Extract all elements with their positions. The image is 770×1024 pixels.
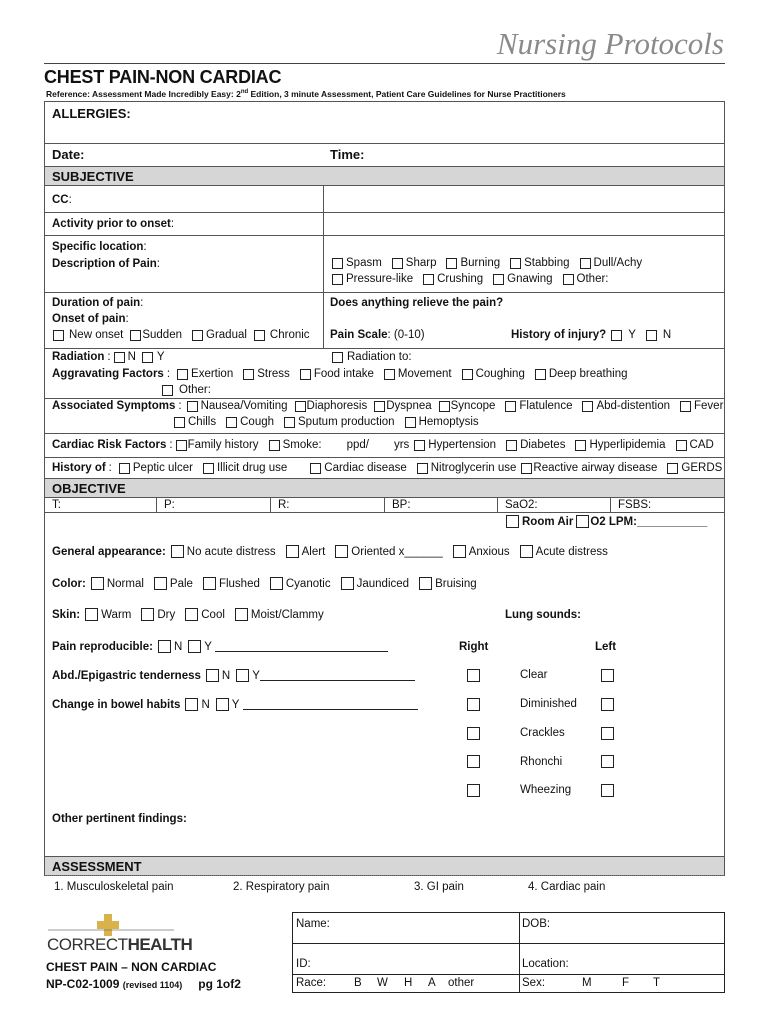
checkbox-cardiac-disease[interactable]: Cardiac disease bbox=[310, 462, 406, 474]
pain-type-row-1 bbox=[332, 257, 649, 269]
checkbox-hypertension[interactable]: Hypertension bbox=[414, 439, 496, 451]
skin-row: Skin: Warm Dry Cool Moist/Clammy bbox=[52, 608, 324, 621]
checkbox-flushed[interactable]: Flushed bbox=[203, 577, 260, 590]
checkbox-bowel-y[interactable]: Y bbox=[216, 698, 419, 711]
checkbox-jaundiced[interactable]: Jaundiced bbox=[341, 577, 409, 590]
checkbox-oriented[interactable]: Oriented x______ bbox=[335, 545, 442, 558]
lung-right-header: Right bbox=[459, 641, 489, 653]
checkbox-bruising[interactable]: Bruising bbox=[419, 577, 477, 590]
checkbox-flatulence[interactable]: Flatulence bbox=[505, 400, 572, 412]
reference-line: Reference: Assessment Made Incredibly Easy: 2nd Edition, 3 minute Assessment, Patient Care Guidelines for Nurse Practitioners bbox=[46, 89, 566, 99]
checkbox-other-pain[interactable]: Other: bbox=[563, 273, 609, 285]
cardiac-risk-row: Cardiac Risk Factors : Family history Smoke: ppd/ yrs Hypertension Diabetes Hyperlipidemia CAD bbox=[52, 439, 714, 451]
checkbox-pressure[interactable]: Pressure-like bbox=[332, 273, 413, 285]
checkbox-no-acute-distress[interactable]: No acute distress bbox=[171, 545, 276, 558]
checkbox-movement[interactable]: Movement bbox=[384, 368, 452, 380]
location-field[interactable]: Location: bbox=[522, 958, 569, 970]
checkbox-chronic[interactable]: Chronic bbox=[254, 329, 310, 341]
oxygen-row bbox=[506, 515, 714, 528]
checkbox-o2-lpm[interactable]: O2 LPM:___________ bbox=[576, 515, 707, 528]
checkbox-nausea[interactable]: Nausea/Vomiting bbox=[187, 400, 288, 412]
description-label[interactable]: Description of Pain: bbox=[52, 258, 160, 270]
checkbox-illicit-drug[interactable]: Illicit drug use bbox=[203, 462, 287, 474]
vital-sao2[interactable]: SaO2: bbox=[505, 499, 538, 511]
lung-label-wheezing: Wheezing bbox=[520, 784, 572, 796]
divider bbox=[44, 63, 725, 64]
checkbox-deep-breathing[interactable]: Deep breathing bbox=[535, 368, 628, 380]
checkbox-room-air[interactable]: Room Air bbox=[506, 515, 573, 528]
checkbox-pain-repro-n[interactable]: N bbox=[158, 640, 182, 653]
lung-label-rhonchi: Rhonchi bbox=[520, 756, 563, 768]
checkbox-aggravating-other[interactable]: Other: bbox=[162, 384, 211, 396]
checkbox-cough[interactable]: Cough bbox=[226, 416, 274, 428]
checkbox-burning[interactable]: Burning bbox=[446, 257, 500, 269]
vital-t[interactable]: T: bbox=[52, 499, 61, 511]
checkbox-sharp[interactable]: Sharp bbox=[392, 257, 437, 269]
vital-bp[interactable]: BP: bbox=[392, 499, 411, 511]
vital-p[interactable]: P: bbox=[164, 499, 175, 511]
column-divider bbox=[323, 186, 324, 348]
lung-left-clear[interactable] bbox=[601, 669, 614, 685]
checkbox-normal-color[interactable]: Normal bbox=[91, 577, 144, 590]
history-of-row: History of : Peptic ulcer Illicit drug use Cardiac disease Nitroglycerin use Reactive airway disease GERDS bbox=[52, 462, 723, 474]
checkbox-cyanotic[interactable]: Cyanotic bbox=[270, 577, 331, 590]
checkbox-pale[interactable]: Pale bbox=[154, 577, 193, 590]
checkbox-dull-achy[interactable]: Dull/Achy bbox=[580, 257, 643, 269]
checkbox-reactive-airway[interactable]: Reactive airway disease bbox=[521, 462, 657, 474]
race-option-h[interactable]: H bbox=[404, 977, 413, 989]
lung-sounds-label: Lung sounds: bbox=[505, 609, 582, 621]
checkbox-nitroglycerin[interactable]: Nitroglycerin use bbox=[417, 462, 517, 474]
lung-left-header: Left bbox=[595, 641, 617, 653]
checkbox-radiation-yes[interactable]: Y bbox=[139, 351, 165, 363]
checkbox-coughing[interactable]: Coughing bbox=[462, 368, 525, 380]
sex-option-t[interactable]: T bbox=[653, 977, 661, 989]
duration-label[interactable]: Duration of pain: bbox=[52, 297, 144, 309]
cc-label[interactable]: CC: bbox=[52, 194, 72, 206]
onset-options bbox=[53, 329, 317, 341]
ppd-label: ppd/ bbox=[346, 439, 369, 451]
assessment-item-2[interactable]: 2. Respiratory pain bbox=[233, 881, 330, 893]
checkbox-anxious[interactable]: Anxious bbox=[453, 545, 510, 558]
assessment-item-3[interactable]: 3. GI pain bbox=[414, 881, 464, 893]
checkbox-smoke[interactable]: Smoke: bbox=[269, 439, 322, 451]
race-option-b[interactable]: B bbox=[354, 977, 362, 989]
checkbox-sudden[interactable]: Sudden bbox=[130, 329, 182, 341]
checkbox-diabetes[interactable]: Diabetes bbox=[506, 439, 565, 451]
checkbox-spasm[interactable]: Spasm bbox=[332, 257, 382, 269]
checkbox-moist-clammy[interactable]: Moist/Clammy bbox=[235, 608, 324, 621]
time-label[interactable]: Time: bbox=[330, 147, 365, 162]
checkbox-syncope[interactable]: Syncope bbox=[439, 400, 496, 412]
subjective-title: SUBJECTIVE bbox=[52, 169, 134, 184]
lung-label-crackles: Crackles bbox=[520, 727, 565, 739]
lung-right-diminished[interactable] bbox=[467, 698, 480, 714]
name-field[interactable]: Name: bbox=[296, 918, 330, 930]
dob-field[interactable]: DOB: bbox=[522, 918, 551, 930]
history-injury bbox=[511, 329, 678, 341]
associated-row-2 bbox=[174, 416, 486, 428]
checkbox-cad[interactable]: CAD bbox=[676, 439, 714, 451]
section-title: Nursing Protocols bbox=[496, 26, 724, 61]
activity-label[interactable]: Activity prior to onset: bbox=[52, 218, 175, 230]
vital-fsbs[interactable]: FSBS: bbox=[618, 499, 652, 511]
checkbox-abd-n[interactable]: N bbox=[206, 669, 230, 682]
checkbox-injury-yes[interactable]: Y bbox=[609, 329, 636, 341]
lung-left-rhonchi[interactable] bbox=[601, 755, 614, 771]
id-field[interactable]: ID: bbox=[296, 958, 311, 970]
sex-option-m[interactable]: M bbox=[582, 977, 592, 989]
checkbox-stabbing[interactable]: Stabbing bbox=[510, 257, 569, 269]
assessment-item-4[interactable]: 4. Cardiac pain bbox=[528, 881, 606, 893]
other-findings-label[interactable]: Other pertinent findings: bbox=[52, 813, 187, 825]
footer-doc-title: CHEST PAIN – NON CARDIAC bbox=[46, 960, 217, 974]
checkbox-gradual[interactable]: Gradual bbox=[192, 329, 247, 341]
assessment-header bbox=[45, 856, 724, 876]
checkbox-peptic-ulcer[interactable]: Peptic ulcer bbox=[119, 462, 193, 474]
relieve-label[interactable]: Does anything relieve the pain? bbox=[330, 297, 504, 309]
race-option-a[interactable]: A bbox=[428, 977, 436, 989]
checkbox-dyspnea[interactable]: Dyspnea bbox=[374, 400, 431, 412]
assessment-title: ASSESSMENT bbox=[52, 859, 142, 874]
checkbox-gerds[interactable]: GERDS bbox=[667, 462, 722, 474]
pain-reproducible-row: Pain reproducible: N Y bbox=[52, 640, 395, 653]
lung-label-clear: Clear bbox=[520, 669, 548, 681]
checkbox-abd-distention[interactable]: Abd-distention bbox=[582, 400, 670, 412]
lung-left-wheezing[interactable] bbox=[601, 784, 614, 800]
vital-r[interactable]: R: bbox=[278, 499, 290, 511]
lung-label-diminished: Diminished bbox=[520, 698, 577, 710]
objective-title: OBJECTIVE bbox=[52, 481, 126, 496]
checkbox-radiation-no[interactable]: N bbox=[114, 351, 136, 363]
checkbox-injury-no[interactable]: N bbox=[646, 329, 671, 341]
color-row: Color: Normal Pale Flushed Cyanotic Jaundiced Bruising bbox=[52, 577, 477, 590]
page-title: CHEST PAIN-NON CARDIAC bbox=[44, 67, 282, 87]
radiation-row: Radiation : N Y bbox=[52, 351, 165, 363]
subjective-header bbox=[45, 166, 724, 186]
associated-row-1: Associated Symptoms : Nausea/Vomiting Diaphoresis Dyspnea Syncope Flatulence Abd-distention Fever bbox=[52, 400, 724, 412]
specific-location-label[interactable]: Specific location: bbox=[52, 241, 147, 253]
onset-label: Onset of pain: bbox=[52, 313, 129, 325]
race-label: Race: bbox=[296, 977, 327, 989]
checkbox-chills[interactable]: Chills bbox=[174, 416, 216, 428]
checkbox-sputum[interactable]: Sputum production bbox=[284, 416, 395, 428]
checkbox-food-intake[interactable]: Food intake bbox=[300, 368, 374, 380]
checkbox-family-history[interactable]: Family history bbox=[176, 439, 259, 451]
checkbox-fever[interactable]: Fever bbox=[680, 400, 723, 412]
checkbox-hyperlipidemia[interactable]: Hyperlipidemia bbox=[575, 439, 665, 451]
checkbox-acute-distress[interactable]: Acute distress bbox=[520, 545, 608, 558]
bowel-habits-row: Change in bowel habits N Y bbox=[52, 698, 425, 711]
race-option-w[interactable]: W bbox=[377, 977, 388, 989]
abd-tenderness-row: Abd./Epigastric tenderness N Y bbox=[52, 669, 422, 682]
checkbox-exertion[interactable]: Exertion bbox=[177, 368, 233, 380]
sex-label: Sex: bbox=[522, 977, 546, 989]
lung-right-rhonchi[interactable] bbox=[467, 755, 480, 771]
checkbox-stress[interactable]: Stress bbox=[243, 368, 290, 380]
footer-code: NP-C02-1009 (revised 1104) pg 1of2 bbox=[46, 977, 241, 991]
checkbox-cool[interactable]: Cool bbox=[185, 608, 225, 621]
objective-header bbox=[45, 478, 724, 498]
checkbox-new-onset[interactable]: New onset bbox=[53, 329, 123, 341]
radiation-to[interactable]: Radiation to: bbox=[332, 351, 412, 363]
lung-left-crackles[interactable] bbox=[601, 727, 614, 743]
pain-type-row-2 bbox=[332, 273, 616, 285]
checkbox-crushing[interactable]: Crushing bbox=[423, 273, 483, 285]
checkbox-dry[interactable]: Dry bbox=[141, 608, 175, 621]
checkbox-abd-y[interactable]: Y bbox=[236, 669, 415, 682]
lung-right-crackles[interactable] bbox=[467, 727, 480, 743]
lung-right-clear[interactable] bbox=[467, 669, 480, 685]
checkbox-pain-repro-y[interactable]: Y bbox=[188, 640, 388, 653]
checkbox-diaphoresis[interactable]: Diaphoresis bbox=[295, 400, 368, 412]
yrs-label: yrs bbox=[393, 439, 410, 451]
pain-scale[interactable]: Pain Scale: (0-10) bbox=[330, 329, 425, 341]
lung-left-diminished[interactable] bbox=[601, 698, 614, 714]
aggravating-row: Aggravating Factors : Exertion Stress Food intake Movement Coughing Deep breathing bbox=[52, 368, 628, 380]
race-option-other[interactable]: other bbox=[448, 977, 475, 989]
allergies-label: ALLERGIES: bbox=[52, 106, 131, 121]
checkbox-hemoptysis[interactable]: Hemoptysis bbox=[405, 416, 479, 428]
checkbox-bowel-n[interactable]: N bbox=[185, 698, 209, 711]
general-appearance-row: General appearance: No acute distress Alert Oriented x______ Anxious Acute distress bbox=[52, 545, 608, 558]
logo-wordmark: CORRECTHEALTH bbox=[47, 935, 193, 954]
history-injury-label: History of injury? bbox=[511, 329, 607, 341]
sex-option-f[interactable]: F bbox=[622, 977, 630, 989]
lung-right-wheezing[interactable] bbox=[467, 784, 480, 800]
assessment-item-1[interactable]: 1. Musculoskeletal pain bbox=[54, 881, 174, 893]
checkbox-gnawing[interactable]: Gnawing bbox=[493, 273, 552, 285]
checkbox-alert[interactable]: Alert bbox=[286, 545, 326, 558]
date-label[interactable]: Date: bbox=[52, 147, 85, 162]
checkbox-warm[interactable]: Warm bbox=[85, 608, 131, 621]
